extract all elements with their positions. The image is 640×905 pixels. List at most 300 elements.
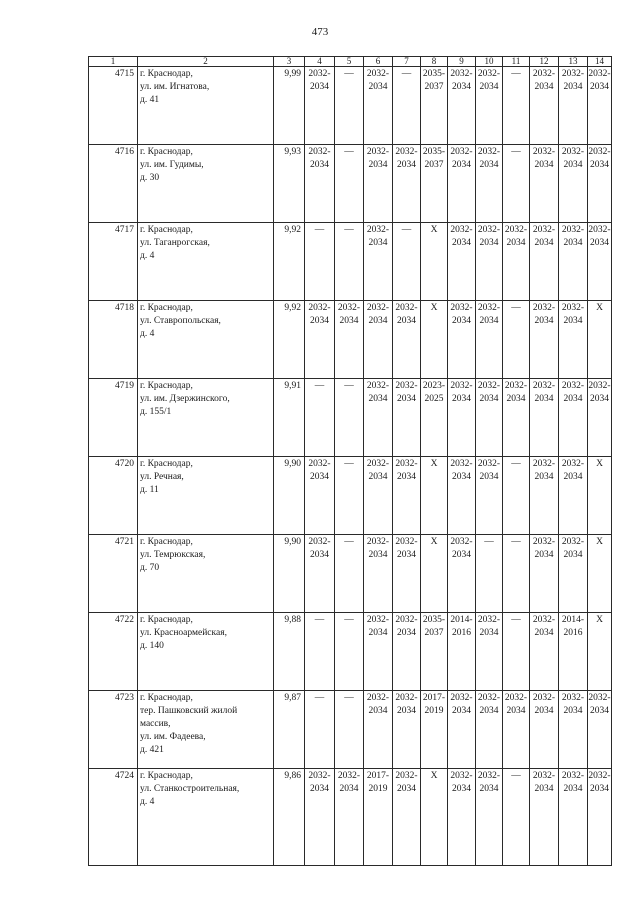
period-cell-line: 2032- (395, 147, 418, 157)
period-cell-line: 2034 (534, 472, 554, 482)
period-cell (559, 535, 588, 613)
period-cell-line: 2034 (397, 394, 416, 404)
period-cell-line: 2034 (368, 472, 388, 482)
value-cell: 9,86 (274, 769, 305, 866)
row-number: 4721 (89, 535, 138, 613)
period-cell (503, 457, 530, 535)
period-cell-line: 2034 (397, 706, 416, 716)
column-header: 4 (305, 57, 335, 67)
period-cell-line: 2034 (479, 628, 499, 638)
address-cell-line: д. 155/1 (140, 407, 172, 417)
period-cell-line: 2032- (532, 693, 556, 703)
register-table (88, 56, 612, 866)
period-cell (503, 145, 530, 223)
period-cell-line: 2037 (424, 82, 444, 92)
period-cell (393, 145, 421, 223)
period-cell-line: 2032- (532, 225, 556, 235)
period-cell-line: 2032- (395, 537, 418, 547)
period-cell-line: 2034 (368, 706, 388, 716)
table-row (89, 379, 612, 457)
period-cell (530, 691, 559, 769)
period-cell-line: — (314, 225, 325, 235)
period-cell-line: — (314, 615, 325, 625)
address-cell-line: ул. Красноармейская, (140, 628, 227, 638)
period-cell-line: 2037 (424, 628, 444, 638)
period-cell-line: X (596, 459, 603, 469)
period-cell-line: 2032- (561, 693, 585, 703)
period-cell (421, 301, 448, 379)
period-cell-line: 2032- (532, 537, 556, 547)
period-cell (421, 223, 448, 301)
period-cell-line: 2032- (588, 69, 611, 79)
period-cell-line: X (596, 303, 603, 313)
period-cell-line: 2034 (479, 394, 499, 404)
period-cell (305, 145, 335, 223)
period-cell (503, 613, 530, 691)
period-cell-line: 2034 (479, 316, 499, 326)
period-cell-line: 2032- (366, 615, 390, 625)
period-cell-line: 2034 (339, 316, 359, 326)
period-cell (476, 769, 503, 866)
period-cell-line: 2032- (588, 771, 611, 781)
period-cell (305, 691, 335, 769)
row-number: 4716 (89, 145, 138, 223)
period-cell-line: — (344, 693, 354, 703)
address-cell (138, 145, 274, 223)
period-cell-line: 2032- (477, 303, 501, 313)
period-cell-line: 2034 (479, 784, 499, 794)
address-cell (138, 769, 274, 866)
period-cell-line: 2032- (561, 69, 585, 79)
period-cell (588, 457, 612, 535)
period-cell (335, 67, 364, 145)
period-cell-line: — (314, 381, 325, 391)
address-cell-line: г. Краснодар, (140, 693, 193, 703)
period-cell-line: 2034 (563, 316, 583, 326)
period-cell (448, 67, 476, 145)
period-cell (530, 613, 559, 691)
period-cell-line: 2032- (532, 615, 556, 625)
period-cell-line: 2016 (563, 628, 583, 638)
period-cell (476, 67, 503, 145)
period-cell-line: 2032- (366, 381, 390, 391)
address-cell-line: д. 70 (140, 563, 160, 573)
period-cell-line: 2034 (534, 784, 554, 794)
table-row (89, 457, 612, 535)
period-cell (476, 379, 503, 457)
address-cell-line: ул. им. Фадеева, (140, 732, 206, 742)
period-cell-line: 2034 (310, 784, 329, 794)
period-cell (305, 769, 335, 866)
period-cell-line: 2034 (563, 472, 583, 482)
period-cell (476, 223, 503, 301)
period-cell-line: 2032- (366, 303, 390, 313)
value-cell: 9,99 (274, 67, 305, 145)
period-cell (448, 223, 476, 301)
address-cell-line: д. 4 (140, 251, 155, 261)
period-cell (364, 769, 393, 866)
address-cell-line: г. Краснодар, (140, 225, 193, 235)
period-cell-line: — (401, 225, 412, 235)
table-body (89, 57, 612, 866)
address-cell-line: г. Краснодар, (140, 615, 193, 625)
period-cell-line: 2034 (563, 160, 583, 170)
column-header: 2 (138, 57, 274, 67)
period-cell (559, 145, 588, 223)
address-cell (138, 457, 274, 535)
row-number: 4719 (89, 379, 138, 457)
period-cell-line: 2032- (588, 693, 611, 703)
value-cell: 9,88 (274, 613, 305, 691)
address-cell-line: г. Краснодар, (140, 69, 193, 79)
period-cell (335, 769, 364, 866)
period-cell-line: 2034 (534, 82, 554, 92)
value-cell: 9,93 (274, 145, 305, 223)
period-cell (305, 457, 335, 535)
period-cell-line: 2032- (366, 537, 390, 547)
table-row (89, 301, 612, 379)
row-number: 4715 (89, 67, 138, 145)
period-cell (588, 691, 612, 769)
period-cell-line: 2032- (532, 459, 556, 469)
period-cell-line: 2032- (395, 381, 418, 391)
period-cell (476, 613, 503, 691)
table-row (89, 691, 612, 769)
period-cell (530, 145, 559, 223)
period-cell-line: 2034 (479, 238, 499, 248)
period-cell (335, 457, 364, 535)
period-cell (503, 301, 530, 379)
address-cell-line: ул. им. Игнатова, (140, 82, 210, 92)
period-cell-line: 2034 (590, 238, 609, 248)
period-cell-line: 2017- (422, 693, 446, 703)
period-cell (503, 691, 530, 769)
address-cell (138, 301, 274, 379)
period-cell-line: 2032- (308, 459, 331, 469)
period-cell (448, 457, 476, 535)
period-cell (421, 613, 448, 691)
column-header: 14 (588, 57, 612, 67)
period-cell (335, 301, 364, 379)
period-cell-line: 2032- (588, 225, 611, 235)
period-cell-line: 2032- (561, 225, 585, 235)
period-cell-line: 2032- (504, 693, 528, 703)
period-cell-line: 2034 (590, 160, 609, 170)
period-cell (559, 613, 588, 691)
period-cell-line: 2034 (310, 472, 329, 482)
period-cell-line: 2034 (452, 472, 471, 482)
period-cell-line: — (344, 69, 354, 79)
period-cell-line: 2032- (561, 771, 585, 781)
period-cell-line: 2032- (450, 147, 473, 157)
period-cell-line: 2034 (397, 160, 416, 170)
address-cell-line: ул. Речная, (140, 472, 184, 482)
period-cell-line: 2032- (395, 615, 418, 625)
period-cell (588, 67, 612, 145)
period-cell-line: 2032- (308, 771, 331, 781)
period-cell-line: 2034 (452, 82, 471, 92)
period-cell (588, 301, 612, 379)
period-cell-line: — (511, 147, 521, 157)
row-number: 4720 (89, 457, 138, 535)
page-number: 473 (311, 26, 329, 38)
period-cell (476, 301, 503, 379)
address-cell-line: г. Краснодар, (140, 381, 193, 391)
period-cell-line: 2032- (450, 381, 473, 391)
period-cell-line: — (484, 537, 494, 547)
period-cell-line: 2034 (310, 316, 329, 326)
address-cell-line: ул. Таганрогская, (140, 238, 210, 248)
period-cell-line: 2032- (450, 459, 473, 469)
period-cell-line: 2032- (366, 459, 390, 469)
period-cell (393, 535, 421, 613)
period-cell-line: 2034 (506, 394, 526, 404)
address-cell-line: ул. Темрюкская, (140, 550, 206, 560)
period-cell-line: 2032- (588, 147, 611, 157)
period-cell (421, 457, 448, 535)
period-cell-line: — (314, 693, 325, 703)
period-cell-line: 2034 (452, 160, 471, 170)
period-cell (503, 379, 530, 457)
value-cell: 9,92 (274, 223, 305, 301)
period-cell-line: X (596, 537, 603, 547)
period-cell-line: — (344, 615, 354, 625)
column-header: 13 (559, 57, 588, 67)
period-cell (588, 535, 612, 613)
period-cell-line: — (344, 537, 354, 547)
period-cell (393, 457, 421, 535)
address-cell (138, 379, 274, 457)
period-cell-line: 2017- (366, 771, 390, 781)
period-cell-line: 2034 (310, 82, 329, 92)
row-number: 4718 (89, 301, 138, 379)
period-cell (305, 379, 335, 457)
period-cell (305, 67, 335, 145)
address-cell-line: тер. Пашковский жилой (140, 706, 238, 716)
period-cell-line: 2014- (450, 615, 473, 625)
period-cell (393, 769, 421, 866)
period-cell-line: 2034 (590, 82, 609, 92)
table-row (89, 769, 612, 866)
address-cell (138, 223, 274, 301)
period-cell-line: 2034 (339, 784, 359, 794)
period-cell-line: X (430, 771, 438, 781)
period-cell-line: 2032- (395, 771, 418, 781)
period-cell (305, 613, 335, 691)
period-cell-line: 2034 (368, 160, 388, 170)
period-cell (476, 145, 503, 223)
period-cell (364, 223, 393, 301)
period-cell-line: X (430, 537, 438, 547)
period-cell (530, 67, 559, 145)
period-cell (393, 379, 421, 457)
period-cell-line: 2034 (368, 238, 388, 248)
period-cell-line: 2032- (532, 381, 556, 391)
period-cell (448, 145, 476, 223)
period-cell-line: 2032- (366, 147, 390, 157)
value-cell: 9,92 (274, 301, 305, 379)
address-cell-line: д. 4 (140, 797, 155, 807)
period-cell-line: 2032- (450, 303, 473, 313)
period-cell-line: 2032- (450, 537, 473, 547)
period-cell-line: 2019 (424, 706, 444, 716)
period-cell-line: 2032- (504, 225, 528, 235)
period-cell-line: 2032- (477, 381, 501, 391)
period-cell (448, 769, 476, 866)
period-cell-line: — (344, 381, 354, 391)
period-cell-line: 2025 (424, 394, 444, 404)
column-number-header (89, 57, 612, 67)
period-cell (421, 691, 448, 769)
period-cell-line: 2032- (308, 537, 331, 547)
period-cell-line: 2032- (337, 303, 361, 313)
period-cell-line: 2034 (452, 550, 471, 560)
period-cell (559, 769, 588, 866)
column-header: 12 (530, 57, 559, 67)
period-cell-line: X (430, 225, 438, 235)
period-cell-line: 2034 (452, 316, 471, 326)
period-cell-line: 2034 (534, 160, 554, 170)
period-cell-line: 2032- (561, 537, 585, 547)
value-cell: 9,90 (274, 457, 305, 535)
period-cell-line: 2034 (563, 706, 583, 716)
period-cell-line: 2032- (504, 381, 528, 391)
period-cell (530, 457, 559, 535)
period-cell-line: 2034 (479, 82, 499, 92)
table-row (89, 223, 612, 301)
period-cell-line: — (511, 459, 521, 469)
period-cell-line: 2034 (563, 550, 583, 560)
period-cell-line: 2032- (450, 225, 473, 235)
period-cell-line: 2032- (477, 69, 501, 79)
period-cell (448, 301, 476, 379)
period-cell (503, 769, 530, 866)
period-cell-line: 2032- (477, 147, 501, 157)
period-cell (476, 691, 503, 769)
period-cell (448, 535, 476, 613)
period-cell-line: X (596, 615, 603, 625)
period-cell (364, 457, 393, 535)
period-cell (503, 223, 530, 301)
period-cell (448, 379, 476, 457)
period-cell-line: 2034 (452, 706, 471, 716)
address-cell-line: д. 11 (140, 485, 159, 495)
period-cell (503, 535, 530, 613)
period-cell-line: 2034 (397, 550, 416, 560)
period-cell-line: 2034 (368, 82, 388, 92)
period-cell-line: 2032- (532, 147, 556, 157)
period-cell-line: 2032- (561, 303, 585, 313)
period-cell-line: 2032- (561, 459, 585, 469)
column-header: 8 (421, 57, 448, 67)
period-cell-line: — (401, 69, 412, 79)
period-cell-line: — (344, 147, 354, 157)
period-cell-line: 2032- (308, 303, 331, 313)
period-cell (335, 223, 364, 301)
period-cell-line: 2032- (450, 771, 473, 781)
address-cell-line: д. 140 (140, 641, 164, 651)
table-row (89, 67, 612, 145)
column-header: 11 (503, 57, 530, 67)
period-cell-line: 2034 (563, 394, 583, 404)
period-cell (559, 301, 588, 379)
period-cell-line: 2034 (397, 472, 416, 482)
period-cell-line: 2032- (477, 615, 501, 625)
period-cell-line: 2034 (452, 238, 471, 248)
period-cell-line: 2032- (450, 693, 473, 703)
address-cell-line: г. Краснодар, (140, 147, 193, 157)
address-cell-line: г. Краснодар, (140, 303, 193, 313)
period-cell-line: 2032- (532, 303, 556, 313)
period-cell-line: 2034 (368, 394, 388, 404)
period-cell (364, 691, 393, 769)
period-cell (421, 379, 448, 457)
period-cell-line: 2032- (395, 303, 418, 313)
period-cell-line: 2034 (590, 394, 609, 404)
address-cell-line: д. 41 (140, 95, 160, 105)
column-header: 9 (448, 57, 476, 67)
period-cell-line: X (430, 303, 438, 313)
period-cell-line: 2032- (477, 693, 501, 703)
period-cell (530, 301, 559, 379)
period-cell (559, 457, 588, 535)
column-header: 6 (364, 57, 393, 67)
column-header: 10 (476, 57, 503, 67)
period-cell-line: 2034 (310, 160, 329, 170)
period-cell-line: 2034 (479, 160, 499, 170)
period-cell (588, 145, 612, 223)
period-cell (335, 145, 364, 223)
period-cell-line: 2032- (477, 225, 501, 235)
value-cell: 9,90 (274, 535, 305, 613)
period-cell-line: 2035- (422, 147, 446, 157)
period-cell-line: — (344, 225, 354, 235)
row-number: 4723 (89, 691, 138, 769)
period-cell-line: 2034 (397, 316, 416, 326)
period-cell (364, 67, 393, 145)
row-number: 4717 (89, 223, 138, 301)
period-cell (588, 223, 612, 301)
address-cell-line: ул. им. Дзержинского, (140, 394, 230, 404)
period-cell-line: — (511, 615, 521, 625)
period-cell (448, 691, 476, 769)
period-cell (393, 67, 421, 145)
period-cell-line: 2034 (368, 628, 388, 638)
period-cell-line: 2032- (532, 771, 556, 781)
period-cell (305, 535, 335, 613)
period-cell-line: 2034 (452, 784, 471, 794)
period-cell (335, 613, 364, 691)
address-cell-line: ул. Ставропольская, (140, 316, 221, 326)
period-cell (364, 613, 393, 691)
table-row (89, 145, 612, 223)
period-cell-line: 2034 (368, 550, 388, 560)
address-cell (138, 535, 274, 613)
period-cell-line: 2034 (534, 238, 554, 248)
period-cell-line: 2034 (563, 82, 583, 92)
period-cell-line: 2034 (534, 628, 554, 638)
address-cell-line: д. 4 (140, 329, 155, 339)
address-cell-line: ул. Станкостроительная, (140, 784, 240, 794)
period-cell-line: 2032- (588, 381, 611, 391)
period-cell-line: 2032- (308, 147, 331, 157)
period-cell (335, 535, 364, 613)
period-cell (364, 535, 393, 613)
value-cell: 9,87 (274, 691, 305, 769)
period-cell-line: 2034 (506, 238, 526, 248)
period-cell-line: 2034 (563, 784, 583, 794)
period-cell (530, 769, 559, 866)
